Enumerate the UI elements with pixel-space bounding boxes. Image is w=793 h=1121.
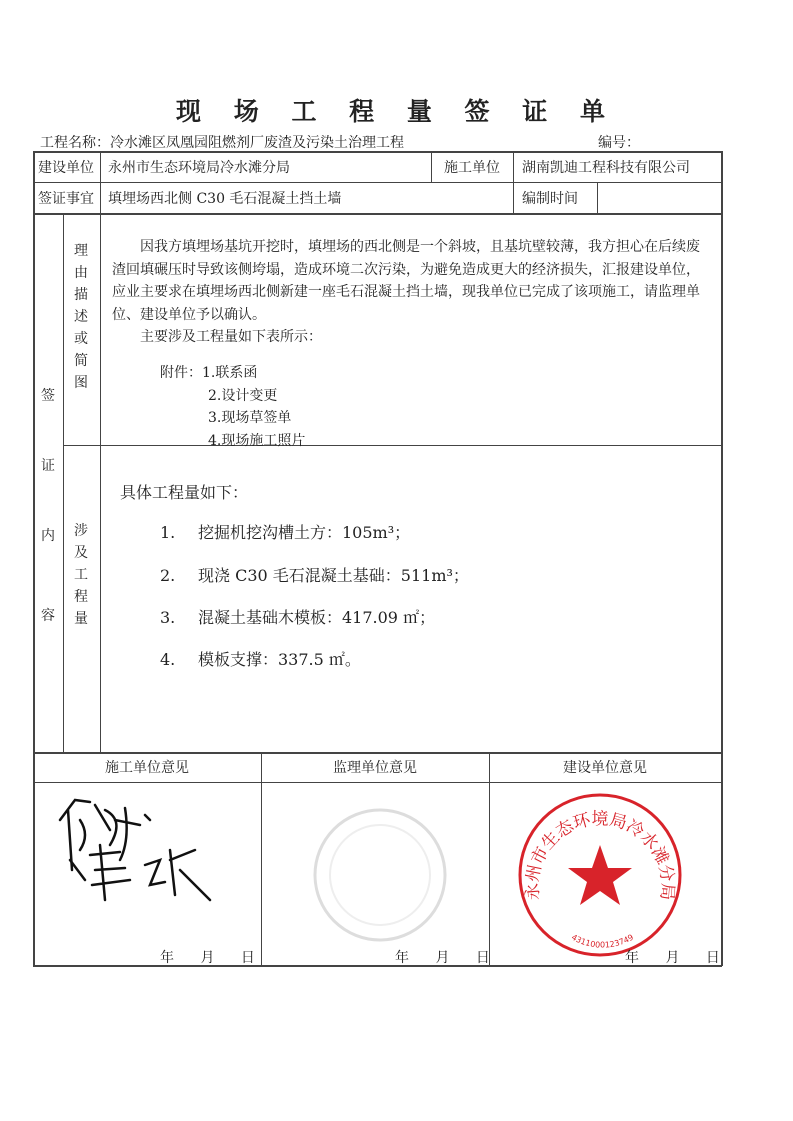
contractor-value: 湖南凯迪工程科技有限公司 [522,159,690,176]
svg-text:4311000123749: 4311000123749 [569,932,636,950]
date-label: 编制时间 [522,190,578,207]
project-name: 工程名称：冷水滩区凤凰园阻燃剂厂废渣及污染土治理工程 [40,135,404,151]
item-value: 填埋场西北侧 C30 毛石混凝土挡土墙 [108,190,342,207]
owner-label: 建设单位 [38,159,94,176]
contractor-opinion-header: 施工单位意见 [105,760,189,776]
serial-number-label: 编号： [598,135,640,151]
reason-text: 因我方填埋场基坑开挖时，填埋场的西北侧是一个斜坡，且基坑壁较薄，我方担心在后续废渣回填碾压时导致该侧垮塌，造成环境二次污染，为避免造成更大的经济损失，汇报建设单位，应业主要求在填埋场西北侧新建一座毛石混凝土挡土墙，现我单位已完成了该项施工，请监理单位、建设单位予以确认。 主要涉及工程量如下表所示： [112,239,700,345]
item-label: 签证事宜 [38,190,94,207]
faint-supervisor-stamp [305,800,455,950]
owner-value: 永州市生态环境局冷水滩分局 [108,159,290,176]
official-seal [515,790,685,960]
svg-text:永州市生态环境局冷水滩分局: 永州市生态环境局冷水滩分局 [522,809,678,901]
owner-date: 年 月 日 [625,950,720,966]
quantities-heading: 具体工程量如下： [120,483,249,502]
page-title: 现 场 工 程 量 签 证 单 [176,97,617,126]
quantity-label: 涉 及 工 程 量 [74,523,88,627]
contractor-label: 施工单位 [444,159,500,176]
handwritten-signature [50,790,230,910]
reason-label: 理 由 描 述 或 简 图 [74,243,88,391]
contractor-date: 年 月 日 [160,950,255,966]
supervisor-date: 年 月 日 [395,950,490,966]
attachments: 附件：1.联系函 2.设计变更 3.现场草签单 4.现场施工照片 [160,365,306,449]
owner-opinion-header: 建设单位意见 [563,760,647,776]
supervisor-opinion-header: 监理单位意见 [333,760,417,776]
